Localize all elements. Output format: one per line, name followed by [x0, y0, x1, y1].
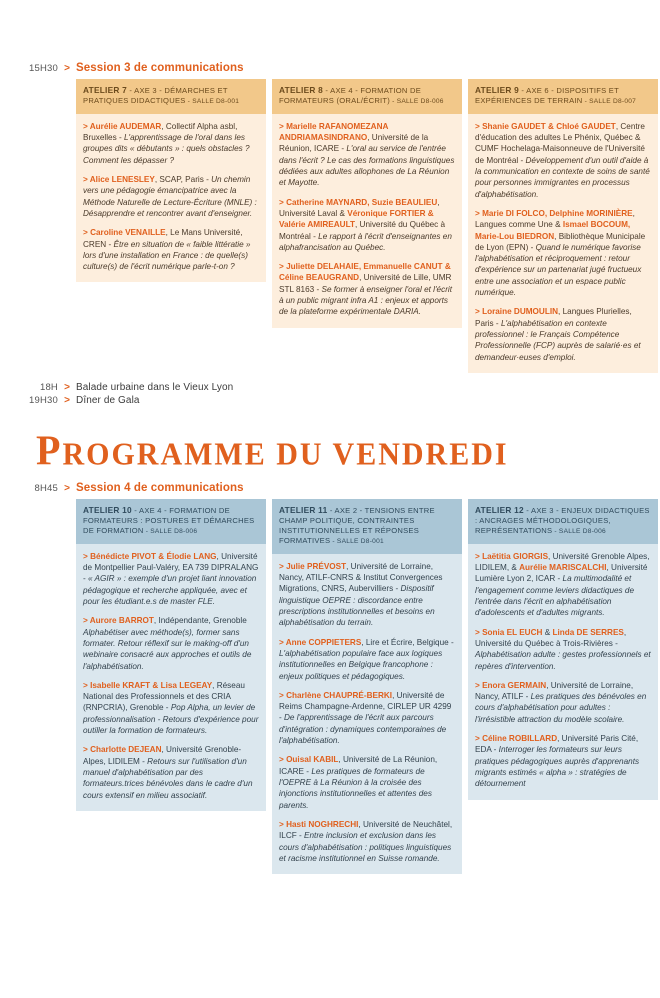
session-3-block [0, 62, 660, 373]
affiliation: , Université de La Réunion, ICARE - [279, 755, 438, 776]
atelier-body [272, 114, 462, 328]
atelier-room: - SALLE D8-007 [582, 98, 637, 106]
talk-entry [279, 197, 455, 254]
atelier-header [76, 499, 266, 544]
bullet-marker: > [83, 228, 91, 238]
page-title-rest: ROGRAMME DU VENDREDI [62, 436, 509, 472]
session-4-columns [76, 499, 650, 874]
speaker-name: Anne COPPIETERS [285, 637, 362, 647]
event-label: Dîner de Gala [76, 394, 140, 406]
bullet-marker: > [279, 121, 287, 131]
affiliation: , SCAP, Paris - [154, 174, 212, 184]
talk-title: Dispositif linguistique OEPRE : discordance entre prescriptions institutionnelles et besoins en alphabétisation du terrain. [279, 584, 435, 628]
affiliation: , Université de Lorraine, Nancy, ATILF - [475, 680, 634, 702]
talk-title: Les pratiques de formateurs de l'OEPRE à La Réunion à la croisée des injonctions institutionnelles et attentes des parents. [279, 766, 432, 810]
speaker-name: Ismael BOCOUM, Marie-Lou BIEDRON [475, 220, 631, 241]
atelier-number: ATELIER 7 [83, 85, 128, 95]
atelier-axis: - AXE 6 - DISPOSITIFS ET EXPÉRIENCES DE TERRAIN [475, 86, 619, 106]
atelier-body [468, 544, 658, 800]
speaker-name: Aurélie MARISCALCHI [519, 563, 607, 573]
speaker-name: Bénédicte PIVOT & Élodie LANG [90, 551, 217, 561]
page-title-initial: P [36, 426, 63, 475]
speaker-name: Marielle RAFANOMEZANA ANDRIAMASINDRANO [279, 121, 389, 143]
talk-entry [475, 551, 651, 619]
talk-entry [475, 306, 651, 363]
bullet-marker: > [83, 680, 91, 690]
talk-title: Se former à enseigner l'oral et l'écrit à un public migrant infra A1 : enjeux et apports de la plateforme expérimentale DARIA. [279, 284, 453, 317]
talk-title: L'apprentissage de l'oral dans les groupes dits « débutants » : quels obstacles ? Comment les dépasser ? [83, 133, 250, 165]
speaker-name: Loraine DUMOULIN [482, 307, 559, 317]
bullet-marker: > [83, 174, 90, 184]
speaker-name: Laëtitia GIORGIS [482, 551, 549, 561]
atelier-column [272, 79, 462, 373]
programme-page [0, 62, 660, 998]
speaker-name: Aurélie AUDEMAR [89, 121, 162, 131]
talk-entry [475, 121, 651, 200]
atelier-axis: - AXE 2 - TENSIONS ENTRE CHAMP POLITIQUE, CONTRAINTES INSTITUTIONNELLES ET RÉPONSES FORMATIVES [279, 505, 435, 546]
speaker-name: Hasti NOGHRECHI [286, 819, 359, 829]
affiliation: , Collectif Alpha asbl, Bruxelles - [83, 121, 238, 143]
bullet-marker: > [83, 121, 90, 131]
bullet-marker: > [279, 637, 286, 647]
session-4-time: 8H45 [34, 482, 58, 494]
talk-title: Quand le numérique favorise l'alphabétisation et réciproquement : retour d'expérience sur un partenariat jugé fructueux entre une association et un espace public numérique. [475, 242, 642, 298]
speaker-name: Charlotte DEJEAN [90, 745, 162, 755]
atelier-column [468, 499, 658, 874]
atelier-number: ATELIER 8 [279, 85, 324, 95]
talk-entry [279, 561, 455, 629]
speaker-name: Shanie GAUDET & Chloé GAUDET [482, 121, 616, 131]
talk-entry [83, 174, 259, 219]
bullet-marker: > [279, 819, 287, 829]
talk-title: « AGIR » : exemple d'un projet liant innovation pédagogique et recherche appliquée, avec et pour les étudiant.e.s de master FLE. [83, 574, 257, 606]
talk-title: L'oral au service de l'entrée dans l'écrit ? Le cas des formations linguistiques dédiées aux adultes allophones de La Réunion et Mayotte. [279, 144, 455, 188]
speaker-name: Julie PRÉVOST [286, 561, 347, 571]
atelier-number: ATELIER 12 [475, 504, 524, 515]
atelier-column [76, 79, 266, 373]
affiliation: , Langues comme Une & [475, 208, 635, 230]
talk-title: Alphabétisation adulte : gestes professionnels et repères d'intervention. [475, 650, 651, 671]
speaker-name: Charlène CHAUPRÉ-BERKI [286, 690, 393, 700]
affiliation: , Université de Reims Champagne-Ardenne, CIRLEP UR 4299 - [279, 690, 452, 723]
affiliation: , Langues Plurielles, Paris - [475, 307, 632, 328]
affiliation: & [542, 627, 553, 637]
bullet-marker: > [279, 690, 287, 700]
affiliation: , Université du Québec à Montréal - [279, 220, 446, 241]
chevron-icon: > [64, 394, 70, 406]
talk-entry [83, 680, 259, 737]
talk-title: Être en situation de « faible littératie » lors d'une installation en France : de quelle(s) culture(s) de l'écrit numérique parle-t-on ? [83, 239, 251, 272]
talk-title: Développement d'un outil d'aide à la communication en contexte de soins de santé pour personnes immigrantes en processus d'alphabétisation. [475, 155, 650, 199]
talk-entry [279, 690, 455, 747]
atelier-header [272, 499, 462, 554]
talk-title: De l'apprentissage de l'écrit aux parcours d'intégration : dynamiques contemporaines de l'alphabétisation. [279, 713, 447, 746]
atelier-room: - SALLE D8-006 [552, 528, 606, 535]
talk-entry [475, 733, 651, 790]
talk-entry [83, 744, 259, 801]
page-title [36, 426, 660, 475]
session-3-columns [76, 79, 650, 373]
speaker-name: Linda DE SERRES [552, 627, 624, 637]
affiliation: , Université du Québec à Trois-Rivières - [475, 627, 627, 648]
atelier-number: ATELIER 10 [83, 504, 132, 515]
atelier-body [76, 114, 266, 283]
speaker-name: Juliette DELAHAIE, Emmanuelle CANUT & Céline BEAUGRAND [279, 262, 451, 283]
talk-title: Pop Alpha, un levier de professionnalisation - Retours d'expérience pour outiller la formation de formateurs. [83, 703, 259, 736]
chevron-icon: > [64, 482, 70, 494]
talk-entry [475, 680, 651, 725]
bullet-marker: > [83, 551, 91, 561]
talk-title: L'alphabétisation populaire face aux logiques institutionnelles en Belgique francophone : enjeux politiques et pédagogiques. [279, 648, 443, 681]
session-3-title: Session 3 de communications [76, 62, 244, 74]
event-time: 19H30 [29, 394, 58, 406]
chevron-icon: > [64, 381, 70, 393]
talk-title: La multimodalité et l'engagement comme leviers didactiques de l'entrée dans l'écrit en alphabétisation d'adolescents et d'adultes migrants. [475, 574, 635, 618]
affiliation: , Indépendante, Grenoble [153, 616, 247, 626]
talk-entry [279, 121, 455, 189]
affiliation: , Université de Lorraine, Nancy, ATILF-CNRS & Institut Convergences Migrations, CNRS, Aubervilliers - [279, 561, 443, 594]
session-4-heading-row [0, 482, 660, 494]
bullet-marker: > [475, 680, 483, 690]
chevron-icon: > [64, 63, 70, 74]
atelier-axis: - AXE 4 - FORMATION DE FORMATEURS : POSTURES ET DÉMARCHES DE FORMATION [83, 505, 255, 535]
atelier-column [468, 79, 658, 373]
atelier-number: ATELIER 11 [279, 504, 328, 515]
affiliation: , Université de Lille, UMR STL 8163 - [279, 273, 452, 294]
bullet-marker: > [83, 745, 91, 755]
atelier-header [76, 79, 266, 114]
bullet-marker: > [475, 551, 483, 561]
atelier-header [468, 79, 658, 114]
affiliation: , Bibliothèque Municipale de Lyon (EPN) - [475, 231, 646, 252]
talk-title: Les pratiques des bénévoles en cours d'alphabétisation pour adultes : l'irrésistible attraction du modèle scolaire. [475, 692, 647, 724]
talk-entry [83, 551, 259, 608]
atelier-column [272, 499, 462, 874]
speaker-name: Catherine MAYNARD, Suzie BEAULIEU [286, 197, 438, 207]
bullet-marker: > [279, 197, 287, 207]
atelier-room: - SALLE D8-006 [390, 98, 444, 106]
talk-title: L'alphabétisation en contexte professionnel : le Français Compétence Professionnelle (FCP) auprès de salarié·es et demandeur·euses d'emploi. [475, 318, 641, 362]
speaker-name: Sonia EL EUCH [482, 627, 543, 637]
atelier-body [468, 114, 658, 373]
bullet-marker: > [475, 208, 483, 218]
talk-title: Interroger les formateurs sur leurs pratiques pédagogiques auprès d'apprenants migrants estimés « alpha » : stratégies de détournement [475, 745, 640, 789]
bullet-marker: > [475, 627, 483, 637]
bullet-marker: > [279, 755, 287, 765]
talk-entry [83, 615, 259, 672]
affiliation: , Centre d'éducation des adultes Le Phénix, Québec & CUMF Hochelaga-Maisonneuve de l'Université de Montréal - [475, 121, 645, 165]
atelier-room: - SALLE D8-006 [143, 528, 198, 535]
event-label: Balade urbaine dans le Vieux Lyon [76, 381, 234, 393]
affiliation: , Université Grenoble Alpes, LIDILEM, & [475, 551, 650, 573]
session-3-heading-row [0, 62, 660, 74]
talk-entry [279, 819, 455, 864]
affiliation: , Université Lumière Lyon 2, ICAR - [475, 563, 648, 584]
atelier-room: - SALLE D8-001 [330, 538, 384, 546]
speaker-name: Aurore BARROT [89, 616, 154, 626]
speaker-name: Alice LENESLEY [89, 174, 155, 184]
speaker-name: Véronique FORTIER & Valérie AMIREAULT [279, 208, 434, 230]
evening-event-row [0, 382, 660, 393]
affiliation: , Université de Neuchâtel, ILCF - [279, 819, 453, 841]
affiliation: , Le Mans Université, CREN - [83, 228, 243, 249]
bullet-marker: > [475, 734, 483, 744]
talk-entry [475, 208, 651, 299]
session-4-title: Session 4 de communications [76, 481, 244, 494]
talk-entry [279, 261, 455, 318]
session-4-block [0, 482, 660, 874]
affiliation: , Université de la Réunion, ICARE - [279, 133, 429, 154]
atelier-room: - SALLE D8-001 [185, 98, 240, 106]
speaker-name: Isabelle KRAFT & Lisa LEGEAY [90, 680, 213, 690]
bullet-marker: > [475, 307, 483, 317]
bullet-marker: > [83, 616, 90, 626]
atelier-body [76, 544, 266, 811]
affiliation: , Université Paris Cité, EDA - [475, 734, 639, 755]
talk-entry [279, 754, 455, 811]
speaker-name: Marie DI FOLCO, Delphine MORINIÈRE [482, 208, 633, 218]
speaker-name: Caroline VENAILLE [90, 228, 166, 238]
speaker-name: Céline ROBILLARD [482, 734, 558, 744]
affiliation: , Université de Montpellier Paul-Valéry, EA 739 DIPRALANG - [83, 551, 259, 584]
affiliation: , Réseau National des Professionnels et des CRIA (RNPCRIA), Grenoble - [83, 680, 245, 713]
talk-entry [83, 121, 259, 166]
affiliation: , Université Laval & [279, 197, 440, 218]
bullet-marker: > [279, 262, 287, 272]
talk-entry [83, 227, 259, 272]
talk-title: Le rapport à l'écrit d'enseignantes en alphafrancisation au Québec. [279, 231, 452, 252]
event-time: 18H [39, 381, 58, 393]
speaker-name: Enora GERMAIN [482, 680, 547, 690]
atelier-body [272, 554, 462, 875]
talk-title: Entre inclusion et exclusion dans les cours d'alphabétisation : politiques linguistiques et racisme institutionnel en Suisse romande. [279, 831, 452, 863]
affiliation: , Lire et Écrire, Belgique - [361, 637, 454, 647]
atelier-axis: - AXE 3 - ENJEUX DIDACTIQUES : ANCRAGES MÉTHODOLOGIQUES, REPRÉSENTATIONS [475, 505, 650, 535]
bullet-marker: > [279, 561, 287, 571]
affiliation: , Université Grenoble-Alpes, LIDILEM - [83, 745, 242, 766]
speaker-name: Ouisal KABIL [286, 755, 339, 765]
atelier-axis: - AXE 4 - FORMATION DE FORMATEURS (ORAL/ÉCRIT) [279, 86, 422, 106]
talk-entry [279, 637, 455, 682]
talk-title: Retours sur l'utilisation d'un manuel d'alphabétisation par des formateurs.trices bénévoles dans le cadre d'un cours extensif en milieu associatif. [83, 756, 253, 800]
atelier-number: ATELIER 9 [475, 85, 520, 95]
atelier-column [76, 499, 266, 874]
session-3-time: 15H30 [29, 63, 58, 74]
atelier-axis: - AXE 3 - DÉMARCHES ET PRATIQUES DIDACTIQUES [83, 86, 228, 106]
evening-event-row [0, 395, 660, 406]
bullet-marker: > [475, 121, 483, 131]
atelier-header [272, 79, 462, 114]
evening-events [0, 382, 660, 406]
atelier-header [468, 499, 658, 544]
talk-title: Alphabétiser avec méthode(s), former sans formater. Retour réflexif sur le making-off d'un webinaire consacré aux approches et outils de l'alphabétisation. [83, 627, 252, 671]
talk-entry [475, 627, 651, 672]
talk-title: Un chemin vers une pédagogie émancipatrice avec la Méthode Naturelle de Lecture-Écriture (MNLE) : Désapprendre et rencontrer avant d'enseigner. [83, 174, 257, 218]
